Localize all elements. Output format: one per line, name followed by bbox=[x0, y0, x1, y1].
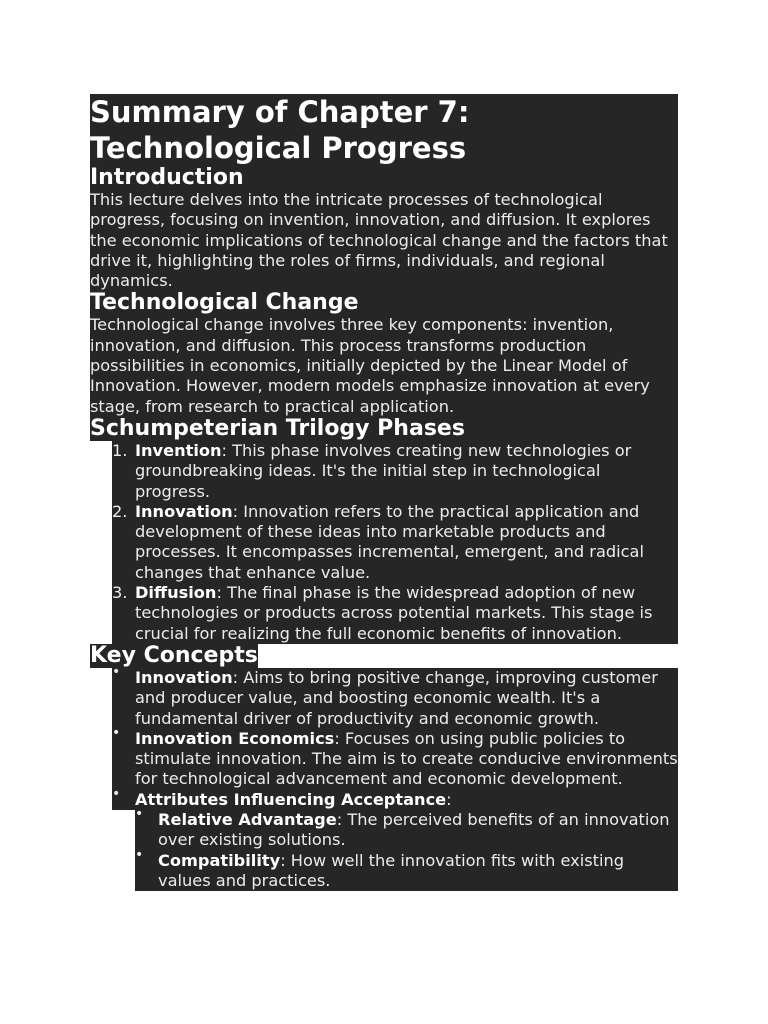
bullet-icon: • bbox=[135, 846, 144, 863]
list-item-term: Invention bbox=[135, 440, 222, 460]
heading-trilogy-phases: Schumpeterian Trilogy Phases bbox=[90, 417, 678, 441]
sublist-item-text: : The perceived benefits of an innovation over existing solutions. bbox=[158, 810, 670, 850]
heading-technological-change: Technological Change bbox=[90, 291, 678, 315]
list-item-term: Diffusion bbox=[135, 583, 217, 603]
list-item bbox=[112, 724, 678, 790]
page-title bbox=[90, 94, 678, 166]
technological-change-paragraph: Technological change involves three key components: invention, innovation, and diffusion. This process transforms production possibilities in economics, initially depicted by the Linear Model of Innovation. However, modern models emphasize innovation at every stage, from research to practical application. bbox=[90, 315, 678, 416]
title-line-2: Technological Progress bbox=[90, 131, 467, 165]
list-item-term: Innovation Economics bbox=[135, 728, 335, 748]
bullet-icon: • bbox=[112, 724, 121, 741]
list-item-term: Innovation bbox=[135, 667, 233, 687]
sublist-item-text: : How well the innovation fits with existing values and practices. bbox=[158, 850, 625, 890]
introduction-paragraph: This lecture delves into the intricate processes of technological progress, focusing on invention, innovation, and diffusion. It explores the economic implications of technological change and the factors that drive it, highlighting the roles of firms, individuals, and regional dynamics. bbox=[90, 190, 678, 291]
list-item-text: : The final phase is the widespread adoption of new technologies or products across potential markets. This stage is crucial for realizing the full economic benefits of innovation. bbox=[135, 583, 653, 643]
list-item-term: Attributes Influencing Acceptance bbox=[135, 789, 447, 809]
sublist-item bbox=[135, 806, 678, 851]
list-item-text: : Focuses on using public policies to stimulate innovation. The aim is to create conducive environments for technological advancement and economic development. bbox=[135, 728, 678, 789]
list-number: 2. bbox=[112, 501, 128, 521]
sublist-item bbox=[135, 846, 678, 892]
bullet-icon: • bbox=[112, 663, 121, 680]
bullet-icon: • bbox=[135, 806, 144, 823]
acceptance-attributes-sublist bbox=[135, 806, 678, 891]
list-item bbox=[112, 785, 678, 810]
trilogy-list bbox=[112, 441, 678, 644]
heading-introduction: Introduction bbox=[90, 166, 678, 190]
sublist-item-term: Compatibility bbox=[158, 850, 281, 870]
title-line-1: Summary of Chapter 7: bbox=[90, 95, 470, 129]
list-item bbox=[112, 441, 678, 502]
key-concepts-list bbox=[112, 663, 678, 810]
list-number: 1. bbox=[112, 440, 128, 460]
list-item-text: : Innovation refers to the practical application and development of these ideas into marketable products and processes. It encompasses incremental, emergent, and radical changes that enhance value. bbox=[135, 501, 644, 582]
list-item-text: : bbox=[446, 789, 452, 809]
document-body bbox=[90, 94, 678, 891]
list-item-term: Innovation bbox=[135, 501, 233, 521]
sublist-item-term: Relative Advantage bbox=[158, 810, 337, 830]
list-item bbox=[112, 663, 678, 729]
list-item-text: : Aims to bring positive change, improving customer and producer value, and boosting economic wealth. It's a fundamental driver of productivity and economic growth. bbox=[135, 667, 658, 728]
list-item-text: : This phase involves creating new technologies or groundbreaking ideas. It's the initial step in technological progress. bbox=[135, 440, 632, 501]
list-item bbox=[112, 583, 678, 644]
bullet-icon: • bbox=[112, 785, 121, 802]
list-number: 3. bbox=[112, 583, 128, 603]
heading-key-concepts: Key Concepts bbox=[90, 642, 258, 668]
list-item bbox=[112, 502, 678, 583]
